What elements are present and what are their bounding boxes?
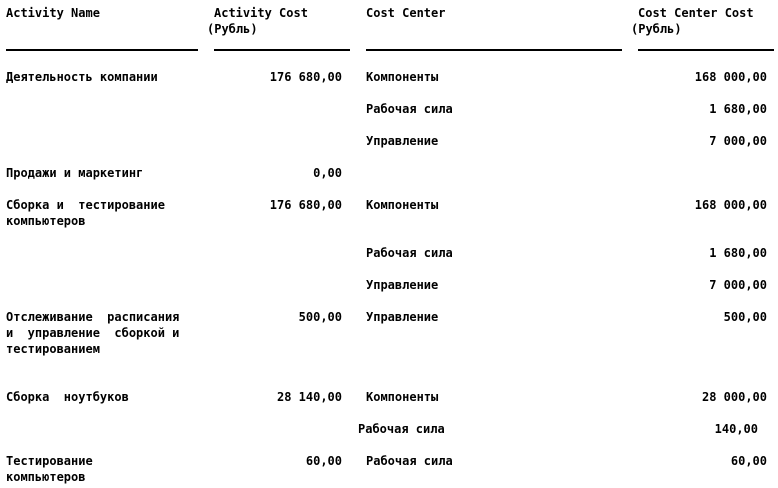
activity-cost: 176 680,00 [269,70,342,84]
activity-cost: 60,00 [305,454,342,468]
activity-name: Деятельность компании [6,70,158,84]
cost-center: Компоненты [366,70,439,84]
cost-center-cost: 28 000,00 [701,390,767,404]
cost-center: Управление [366,310,439,324]
cost-center-cost: 60,00 [730,454,767,468]
cost-center-cost: 1 680,00 [709,246,767,260]
header-cost-center-cost-unit: (Рубль) [631,22,682,36]
cost-center: Компоненты [366,198,439,212]
cost-center: Рабочая сила [366,102,453,116]
cost-center: Рабочая сила [358,422,445,436]
header-activity-cost: Activity Cost [214,6,308,20]
cost-center: Управление [366,134,439,148]
activity-cost: 0,00 [313,166,342,180]
cost-center: Рабочая сила [366,246,453,260]
cost-center-cost: 168 000,00 [694,70,767,84]
activity-name: Продажи и маркетинг [6,166,144,180]
header-cost-center: Cost Center [366,6,446,20]
activity-name: Тестирование компьютеров [6,454,93,484]
activity-cost: 500,00 [298,310,342,324]
header-cost-center-cost: Cost Center Cost [638,6,754,20]
cost-center-cost: 1 680,00 [709,102,767,116]
cost-center: Рабочая сила [366,454,453,468]
activity-cost: 176 680,00 [269,198,342,212]
cost-center: Компоненты [366,390,439,404]
header-rule [366,49,622,51]
activity-name: Сборка и тестирование компьютеров [6,198,165,228]
activity-cost: 28 140,00 [276,390,342,404]
header-rule [214,49,350,51]
cost-center-cost: 140,00 [714,422,758,436]
cost-center-cost: 168 000,00 [694,198,767,212]
header-rule [6,49,198,51]
activity-name: Сборка ноутбуков [6,390,129,404]
activity-name: Отслеживание расписания и управление сборкой и тестированием [6,310,180,356]
cost-center-cost: 500,00 [723,310,767,324]
header-rule [638,49,774,51]
header-activity-cost-unit: (Рубль) [207,22,258,36]
cost-center-cost: 7 000,00 [709,134,767,148]
cost-center: Управление [366,278,439,292]
header-activity-name: Activity Name [6,6,100,20]
cost-center-cost: 7 000,00 [709,278,767,292]
